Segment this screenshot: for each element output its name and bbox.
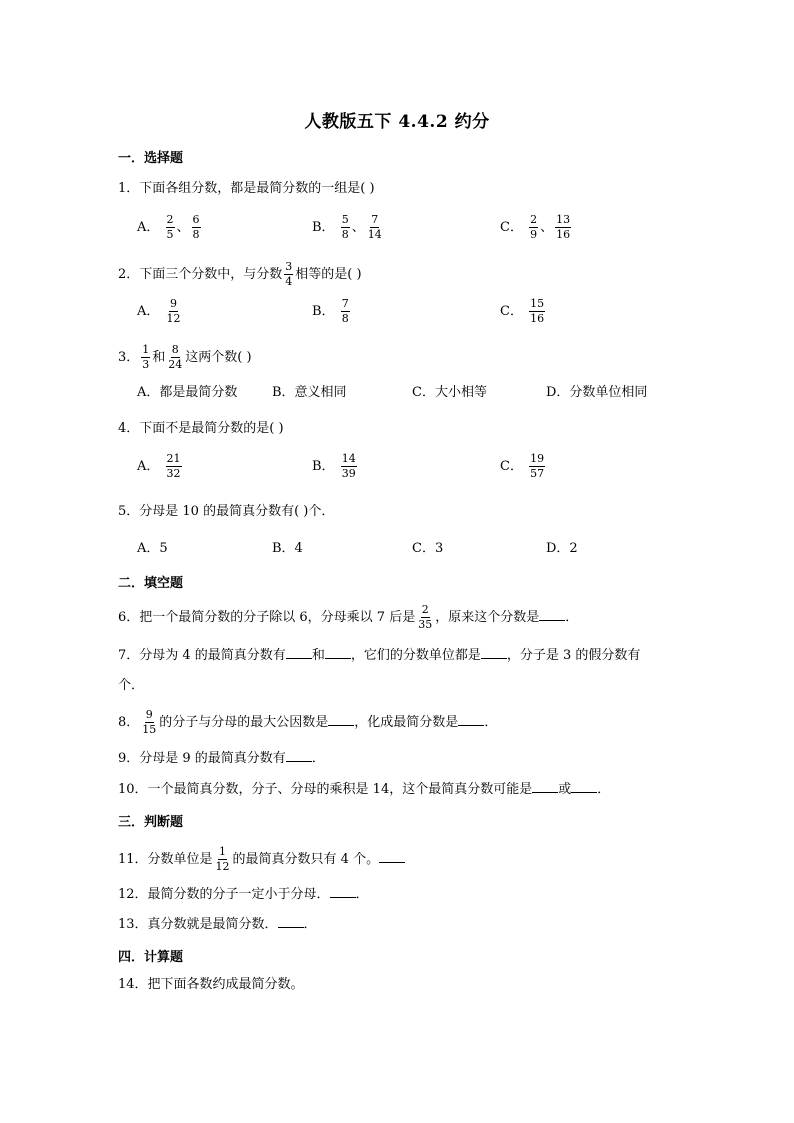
denominator: 8 (341, 228, 349, 241)
question-text: ，化成最简分数是 (354, 715, 459, 730)
option-label: B． (312, 304, 335, 319)
option-label: B． (312, 459, 335, 474)
question-11 (118, 846, 405, 873)
question-number: 8． (118, 715, 140, 730)
q5-option-b: B．4 (272, 541, 303, 556)
question-text: ． (484, 715, 498, 730)
question-text: 7．分母为 4 的最简真分数有 (118, 648, 286, 663)
question-text: 13．真分数就是最简分数． (118, 917, 278, 932)
fraction (166, 298, 182, 325)
fraction (341, 214, 350, 241)
numerator: 15 (530, 297, 545, 310)
q1-option-b (312, 214, 385, 241)
fraction (367, 214, 383, 241)
question-text: 12．最简分数的分子一定小于分母． (118, 887, 330, 902)
numerator: 13 (556, 213, 571, 226)
numerator: 7 (341, 297, 349, 310)
question-text: 这两个数( ) (185, 350, 252, 365)
question-7-line-2: 个． (118, 678, 145, 693)
numerator: 2 (166, 213, 174, 226)
numerator: 9 (145, 708, 153, 721)
question-10 (118, 780, 610, 799)
denominator: 15 (142, 723, 157, 736)
denominator: 24 (168, 358, 183, 371)
option-label: A． (137, 459, 160, 474)
question-text: ． (355, 887, 369, 902)
question-text: ． (311, 751, 325, 766)
q2-option-c (500, 298, 547, 325)
answer-blank[interactable] (286, 646, 312, 659)
denominator: 5 (166, 228, 174, 241)
answer-blank[interactable] (571, 780, 597, 793)
question-6 (118, 604, 578, 631)
question-text: 9．分母是 9 的最简真分数有 (118, 751, 286, 766)
denominator: 4 (285, 275, 293, 288)
fraction (529, 214, 538, 241)
denominator: 35 (418, 618, 433, 631)
option-label: A． (137, 220, 160, 235)
fraction (167, 344, 183, 371)
fraction (529, 298, 545, 325)
question-text: 2．下面三个分数中，与分数 (118, 267, 283, 282)
fraction (166, 214, 175, 241)
question-text: 11．分数单位是 (118, 852, 213, 867)
fraction (417, 604, 433, 631)
section-heading-choice: 一．选择题 (118, 151, 184, 166)
numerator: 9 (170, 297, 178, 310)
option-label: C． (500, 459, 523, 474)
numerator: 14 (341, 452, 356, 465)
separator: 、 (540, 220, 554, 235)
fraction (215, 846, 231, 873)
q1-option-a (137, 214, 203, 241)
question-12 (118, 885, 369, 904)
separator: 、 (351, 220, 365, 235)
question-number: 3． (118, 350, 140, 365)
separator: 、 (176, 220, 190, 235)
q4-option-b (312, 453, 359, 480)
question-text: ，原来这个分数是 (435, 610, 540, 625)
fraction (141, 709, 157, 736)
denominator: 57 (530, 467, 545, 480)
fraction (341, 453, 357, 480)
answer-blank[interactable] (458, 713, 484, 726)
question-text: 相等的是( ) (295, 267, 362, 282)
denominator: 39 (341, 467, 356, 480)
q3-option-b: B．意义相同 (272, 385, 347, 400)
numerator: 21 (166, 452, 181, 465)
fraction (529, 453, 545, 480)
option-label: C． (500, 304, 523, 319)
denominator: 16 (556, 228, 571, 241)
denominator: 14 (367, 228, 382, 241)
q3-option-a: A．都是最简分数 (137, 385, 238, 400)
numerator: 5 (341, 213, 349, 226)
answer-blank[interactable] (481, 646, 507, 659)
option-label: B． (312, 220, 335, 235)
section-heading-fill: 二．填空题 (118, 576, 184, 591)
question-text: 6．把一个最简分数的分子除以 6，分母乘以 7 后是 (118, 610, 416, 625)
question-text: ，它们的分数单位都是 (350, 648, 481, 663)
question-text: ． (303, 917, 317, 932)
numerator: 2 (421, 603, 429, 616)
q2-option-b (312, 298, 352, 325)
option-label: A． (137, 304, 160, 319)
question-text: ． (565, 610, 579, 625)
fraction (166, 453, 182, 480)
numerator: 19 (530, 452, 545, 465)
answer-blank[interactable] (328, 713, 354, 726)
answer-blank[interactable] (286, 749, 312, 762)
question-4: 4．下面不是最简分数的是( ) (118, 421, 284, 436)
denominator: 8 (192, 228, 200, 241)
answer-blank[interactable] (325, 646, 351, 659)
denominator: 3 (142, 358, 150, 371)
numerator: 8 (171, 343, 179, 356)
question-text: 和 (152, 350, 166, 365)
question-8 (118, 709, 497, 736)
answer-blank[interactable] (539, 608, 565, 621)
section-heading-calc: 四．计算题 (118, 950, 184, 965)
numerator: 6 (192, 213, 200, 226)
section-heading-judge: 三．判断题 (118, 815, 184, 830)
denominator: 16 (530, 312, 545, 325)
question-text: 和 (311, 648, 325, 663)
q1-option-c (500, 214, 573, 241)
numerator: 3 (285, 260, 293, 273)
numerator: 7 (371, 213, 379, 226)
q4-option-c (500, 453, 547, 480)
question-text: 10．一个最简真分数，分子、分母的乘积是 14，这个最简真分数可能是 (118, 782, 533, 797)
page-title: 人教版五下 4.4.2 约分 (304, 112, 490, 132)
fraction (341, 298, 350, 325)
fraction (141, 344, 150, 371)
answer-blank[interactable] (330, 885, 356, 898)
fraction (555, 214, 571, 241)
denominator: 12 (166, 312, 181, 325)
denominator: 32 (166, 467, 181, 480)
question-7 (118, 646, 640, 665)
q3-option-d: D．分数单位相同 (546, 385, 648, 400)
answer-blank[interactable] (379, 850, 405, 863)
question-14: 14．把下面各数约成最简分数。 (118, 977, 304, 992)
question-3 (118, 344, 252, 371)
question-text: 的分子与分母的最大公因数是 (159, 715, 329, 730)
fraction (192, 214, 201, 241)
question-9 (118, 749, 325, 768)
q3-option-c: C．大小相等 (412, 385, 487, 400)
question-text: 或 (558, 782, 572, 797)
q5-option-d: D．2 (546, 541, 578, 556)
question-text: ，分子是 3 的假分数有 (506, 648, 641, 663)
denominator: 8 (341, 312, 349, 325)
question-text: ． (597, 782, 611, 797)
question-1: 1．下面各组分数，都是最简分数的一组是( ) (118, 181, 375, 196)
denominator: 12 (215, 860, 230, 873)
q4-option-a (137, 453, 184, 480)
numerator: 1 (142, 343, 150, 356)
question-5: 5．分母是 10 的最简真分数有( )个． (118, 504, 335, 519)
denominator: 9 (530, 228, 538, 241)
numerator: 2 (530, 213, 538, 226)
answer-blank[interactable] (278, 915, 304, 928)
q5-option-a: A．5 (137, 541, 168, 556)
numerator: 1 (219, 845, 227, 858)
question-13 (118, 915, 317, 934)
question-2 (118, 261, 362, 288)
q5-option-c: C．3 (412, 541, 444, 556)
fraction (284, 261, 293, 288)
q2-option-a (137, 298, 184, 325)
option-label: C． (500, 220, 523, 235)
question-text: 的最简真分数只有 4 个。 (232, 852, 380, 867)
answer-blank[interactable] (532, 780, 558, 793)
